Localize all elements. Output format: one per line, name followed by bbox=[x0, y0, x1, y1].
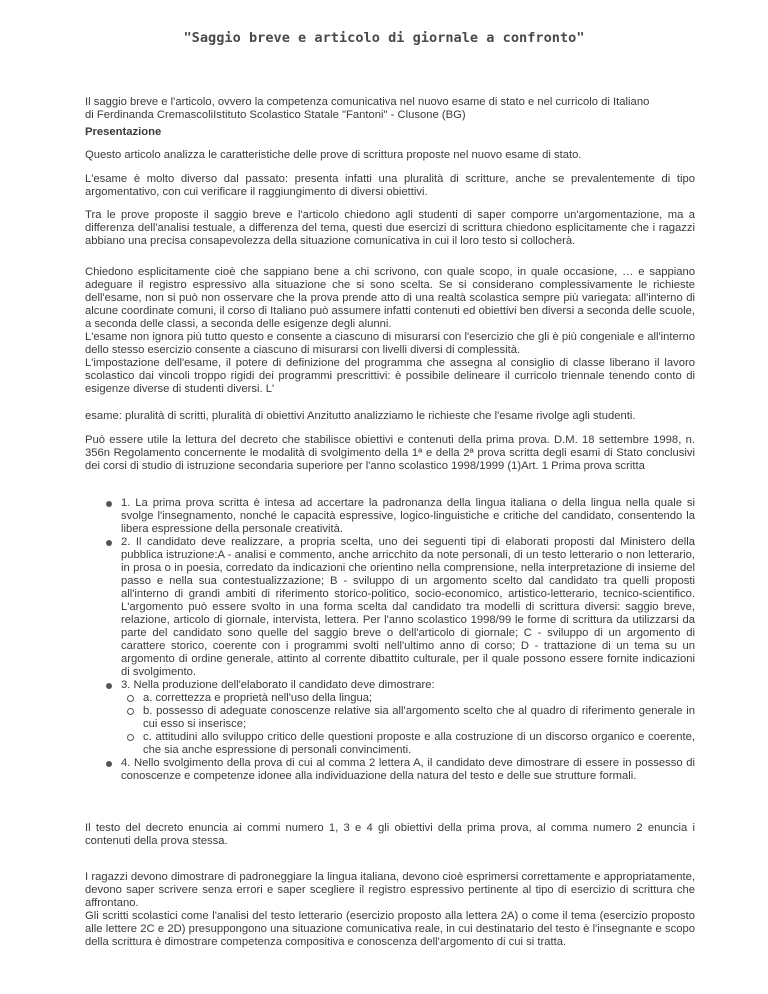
sub-list bbox=[121, 692, 695, 757]
paragraph-plurality: esame: pluralità di scritti, pluralità di obiettivi Anzitutto analizziamo le richieste che l'esame rivolge agli studenti. bbox=[85, 410, 636, 422]
list-item bbox=[85, 679, 695, 757]
paragraph-explicit: Chiedono esplicitamente cioè che sappiano bene a chi scrivono, con quale scopo, in quale occasione, … e sappiano adeguare il registro espressivo alla situazione che si sono scelta. Se si considerano complessivamente le richieste dell'esame, non si può non osservare che la prova prende atto di una realtà scolastica sempre più variegata: all'interno di alcune coordinate comuni, il corso di Italiano può assumere infatti contenuti ed obiettivi ben diversi a seconda delle scuole, a seconda delle classi, a seconda delle esigenze degli alunni. bbox=[85, 266, 695, 330]
list-item: 1. La prima prova scritta è intesa ad accertare la padronanza della lingua italiana o della lingua nella quale si svolge l'insegnamento, nonché le capacità espressive, logico-linguistiche e critiche del candidato, consentendo la libera espressione della personale creatività. bbox=[85, 497, 695, 536]
paragraph-exam-setup: L'impostazione dell'esame, il potere di definizione del programma che assegna al consiglio di classe liberano il lavoro scolastico dai vincoli troppo rigidi dei programmi prescrittivi: è possibile delineare il curricolo triennale tenendo conto di esigenze diverse di studenti diversi. L' bbox=[85, 357, 695, 395]
presentation-heading: Presentazione bbox=[85, 126, 162, 138]
sub-list-item: c. attitudini allo sviluppo critico delle questioni proposte e alla costruzione di un discorso organico e coerente, che sia anche espressione di personali convincimenti. bbox=[121, 731, 695, 757]
paragraph-proposed-tests: Tra le prove proposte il saggio breve e l'articolo chiedono agli studenti di saper comporre un'argomentazione, ma a differenza dell'analisi testuale, a differenza del tema, questi due esercizi di scrittura chiedono esplicitamente che i ragazzi abbiano una precisa consapevolezza della situazione comunicativa in cui il loro testo si collocherà. bbox=[85, 209, 695, 247]
paragraph-block-students bbox=[85, 871, 695, 949]
paragraph-exam-ignores: L'esame non ignora più tutto questo e consente a ciascuno di misurarsi con l'esercizio che gli è più congeniale e all'interno dello stesso esercizio consente a ciascuno di misurarsi con livelli diversi di complessità. bbox=[85, 331, 695, 356]
sub-list-item: b. possesso di adeguate conoscenze relative sia all'argomento scelto che al quadro di riferimento generale in cui esso si inserisce; bbox=[121, 705, 695, 731]
list-item-text: 3. Nella produzione dell'elaborato il candidato deve dimostrare: bbox=[121, 679, 435, 691]
decree-list bbox=[85, 497, 695, 783]
paragraph-intro: Questo articolo analizza le caratteristiche delle prove di scrittura proposte nel nuovo esame di stato. bbox=[85, 149, 582, 161]
byline-line-2: di Ferdinanda CremascoliIstituto Scolastico Statale "Fantoni" - Clusone (BG) bbox=[85, 109, 466, 121]
list-item: 4. Nello svolgimento della prova di cui al comma 2 lettera A, il candidato deve dimostrare di essere in possesso di conoscenze e competenze idonee alla individuazione della natura del testo e delle sue strutture formali. bbox=[85, 757, 695, 783]
paragraph-students-must: I ragazzi devono dimostrare di padroneggiare la lingua italiana, devono cioè esprimersi correttamente e appropriatamente, devono saper scrivere senza errori e saper scegliere il registro espressivo pertinente al tipo di esercizio di scrittura che affrontano. bbox=[85, 871, 695, 909]
paragraph-school-writings: Gli scritti scolastici come l'analisi del testo letterario (esercizio proposto alla lettera 2A) o come il tema (esercizio proposto alle lettere 2C e 2D) presuppongono una situazione comunicativa reale, in cui destinatario del testo è l'insegnante e scopo della scrittura è dimostrare competenza compositiva e conoscenza dell'argomento di cui si tratta. bbox=[85, 910, 695, 948]
byline-line-1: Il saggio breve e l'articolo, ovvero la competenza comunicativa nel nuovo esame di stato e nel curricolo di Italiano bbox=[85, 96, 650, 108]
paragraph-decree-summary: Il testo del decreto enuncia ai commi numero 1, 3 e 4 gli obiettivi della prima prova, al comma numero 2 enuncia i contenuti della prova stessa. bbox=[85, 822, 695, 847]
paragraph-exam-different: L'esame è molto diverso dal passato: presenta infatti una pluralità di scritture, anche se prevalentemente di tipo argomentativo, con cui verificare il raggiungimento di diversi obiettivi. bbox=[85, 173, 695, 198]
document-title: "Saggio breve e articolo di giornale a confronto" bbox=[183, 30, 585, 46]
paragraph-block-explicit bbox=[85, 266, 695, 396]
list-item: 2. Il candidato deve realizzare, a propria scelta, uno dei seguenti tipi di elaborati proposti dal Ministero della pubblica istruzione:A - analisi e commento, anche arricchito da note personali, di un testo letterario o non letterario, in prosa o in poesia, corredato da indicazioni che orientino nella comprensione, nella interpretazione di insieme del passo e nella sua contestualizzazione; B - sviluppo di un argomento scelto dal candidato tra quelli proposti all'interno di grandi ambiti di riferimento storico-politico, socio-economico, artistico-letterario, tecnico-scientifico. L'argomento può essere svolto in una forma scelta dal candidato tra modelli di scrittura diversi: saggio breve, relazione, articolo di giornale, intervista, lettera. Per l'anno scolastico 1998/99 le forme di scrittura da utilizzarsi da parte del candidato sono quelle del saggio breve o dell'articolo di giornale; C - sviluppo di un argomento di carattere storico, coerente con i programmi svolti nell'ultimo anno di corso; D - trattazione di un tema su un argomento di ordine generale, attinto al corrente dibattito culturale, per il quale possono essere fornite indicazioni di svolgimento. bbox=[85, 536, 695, 679]
sub-list-item: a. correttezza e proprietà nell'uso della lingua; bbox=[121, 692, 695, 705]
byline bbox=[85, 96, 695, 122]
paragraph-decree: Può essere utile la lettura del decreto che stabilisce obiettivi e contenuti della prima prova. D.M. 18 settembre 1998, n. 356n Regolamento concernente le modalità di svolgimento della 1ª e della 2ª prova scritta degli esami di Stato conclusivi dei corsi di studio di istruzione secondaria superiore per l'anno scolastico 1998/1999 (1)Art. 1 Prima prova scritta bbox=[85, 434, 695, 472]
